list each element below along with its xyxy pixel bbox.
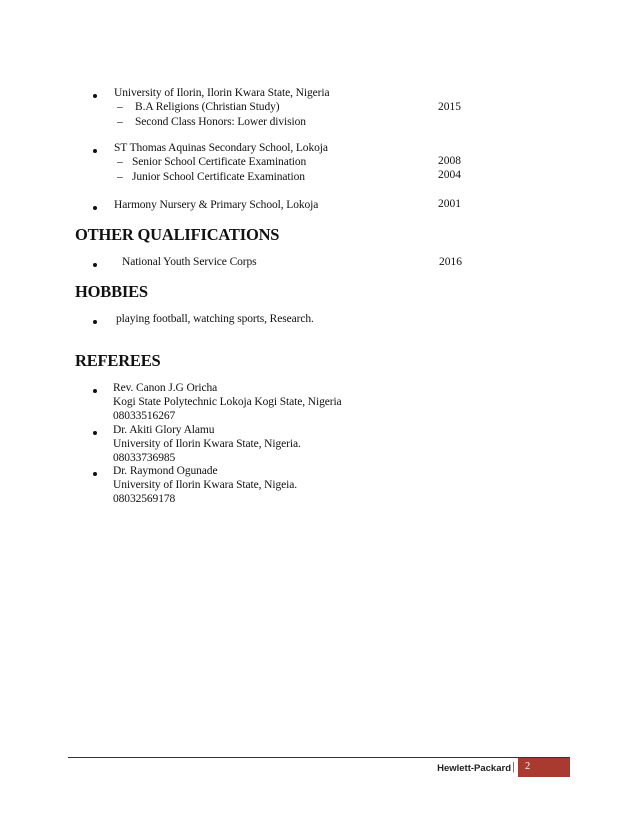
qualification-item: National Youth Service Corps: [122, 256, 257, 268]
dash-icon: –: [117, 101, 123, 113]
education-school: ST Thomas Aquinas Secondary School, Lokoja: [114, 142, 328, 154]
education-school: Harmony Nursery & Primary School, Lokoja: [114, 199, 319, 211]
education-year: 2015: [438, 101, 461, 113]
referee-name: Dr. Akiti Glory Alamu: [113, 424, 215, 436]
education-detail: Junior School Certificate Examination: [132, 171, 305, 183]
dash-icon: –: [117, 171, 123, 183]
education-detail: Second Class Honors: Lower division: [135, 116, 306, 128]
referee-address: University of Ilorin Kwara State, Nigeria.: [113, 438, 301, 450]
education-detail: Senior School Certificate Examination: [132, 156, 307, 168]
education-year: 2008: [438, 155, 461, 167]
page-number: 2: [525, 761, 531, 772]
dash-icon: –: [117, 116, 123, 128]
hobbies-item: playing football, watching sports, Research.: [116, 313, 314, 325]
footer-divider: [68, 757, 570, 758]
referee-address: Kogi State Polytechnic Lokoja Kogi State, Nigeria: [113, 396, 342, 408]
bullet-icon: [93, 149, 97, 153]
section-heading-other-qualifications: OTHER QUALIFICATIONS: [75, 225, 280, 244]
bullet-icon: [93, 389, 97, 393]
referee-name: Rev. Canon J.G Oricha: [113, 382, 218, 394]
bullet-icon: [93, 431, 97, 435]
education-year: 2001: [438, 198, 461, 210]
bullet-icon: [93, 263, 97, 267]
bullet-icon: [93, 94, 97, 98]
referee-phone: 08032569178: [113, 493, 176, 505]
footer-page-badge: [518, 758, 570, 777]
referee-address: University of Ilorin Kwara State, Nigeia.: [113, 479, 297, 491]
footer-company: Hewlett-Packard: [437, 763, 511, 774]
referee-name: Dr. Raymond Ogunade: [113, 465, 218, 477]
education-year: 2004: [438, 169, 461, 181]
bullet-icon: [93, 472, 97, 476]
education-detail: B.A Religions (Christian Study): [135, 101, 280, 113]
education-school: University of Ilorin, Ilorin Kwara State, Nigeria: [114, 87, 330, 99]
dash-icon: –: [117, 156, 123, 168]
referee-phone: 08033736985: [113, 452, 176, 464]
referee-phone: 08033516267: [113, 410, 176, 422]
bullet-icon: [93, 320, 97, 324]
section-heading-hobbies: HOBBIES: [75, 282, 148, 301]
qualification-year: 2016: [439, 256, 462, 268]
footer-separator: |: [512, 761, 515, 773]
section-heading-referees: REFEREES: [75, 351, 161, 370]
bullet-icon: [93, 206, 97, 210]
